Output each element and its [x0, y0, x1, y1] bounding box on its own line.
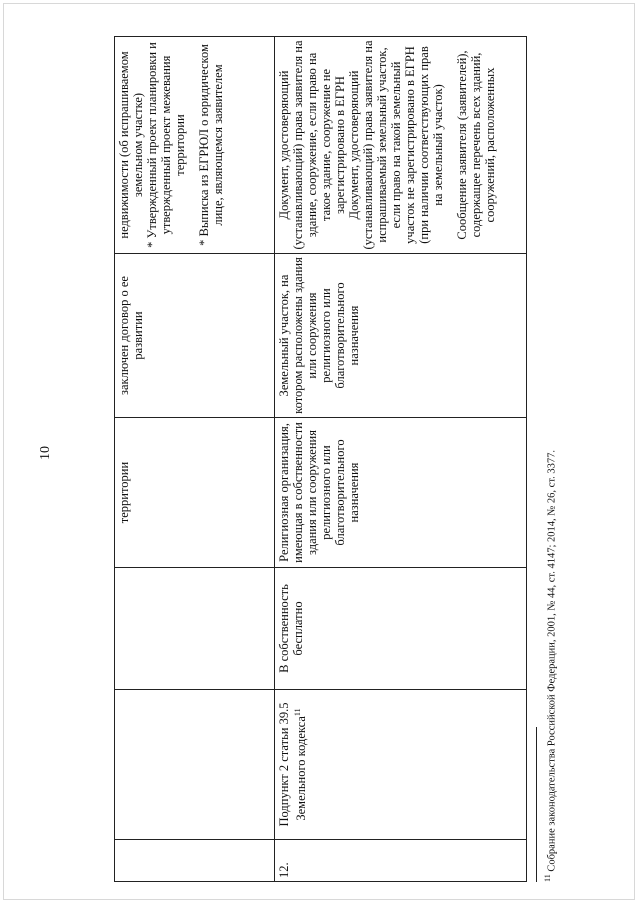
footnote-rule: [536, 727, 537, 882]
footnote: [542, 37, 559, 882]
table-row-continuation: [115, 37, 275, 882]
cell-land-plot: Земельный участок, на котором расположены здания или сооружения религиозного или благотворительного назначения: [275, 254, 527, 418]
cell-land-continued: заключен договор о ее развитии: [115, 254, 275, 418]
doc-item: Сообщение заявителя (заявителей), содержащее перечень всех зданий, сооружений, расположенных: [455, 50, 497, 240]
doc-item: Документ, удостоверяющий (устанавливающий) права заявителя на здание, сооружение, если право на такое здание, сооружение не зарегистрировано в ЕГРН: [277, 40, 347, 250]
rotated-page-content: [114, 37, 558, 882]
table-row-12: [275, 37, 527, 882]
doc-item: * Утвержденный проект планировки и утвержденный проект межевания территории: [145, 42, 187, 248]
cell-num-empty: [115, 840, 275, 882]
footnote-marker: 11: [543, 874, 552, 882]
cell-documents-continued: [115, 37, 275, 254]
land-grounds-table: [114, 36, 527, 882]
cell-basis-empty: [115, 690, 275, 840]
doc-item: недвижимости (об испрашиваемом земельном участке): [117, 51, 145, 239]
cell-row-number: 12.: [275, 840, 527, 882]
page-number: 10: [38, 446, 53, 460]
cell-right-empty: [115, 568, 275, 690]
doc-item: Документ, удостоверяющий (устанавливающий) права заявителя на испрашиваемый земельный участок, если право на такой земельный участок не зарегистрировано в ЕГРН (при наличии соответствующих прав на земельный участок): [347, 40, 445, 250]
doc-item: * Выписка из ЕГРЮЛ о юридическом лице, являющемся заявителем: [197, 44, 225, 246]
footnote-text: Собрание законодательства Российской Федерации, 2001, № 44, ст. 4147; 2014, № 26, ст. 3377.: [546, 450, 558, 872]
cell-right-type: В собственность бесплатно: [275, 568, 527, 690]
cell-documents: [275, 37, 527, 254]
cell-applicant: Религиозная организация, имеющая в собственности здания или сооружения религиозного или благотворительного назначения: [275, 418, 527, 568]
cell-legal-basis: [275, 690, 527, 840]
cell-applicant-continued: территории: [115, 418, 275, 568]
footnote-ref: 11: [293, 708, 302, 717]
legal-basis-text: Подпункт 2 статьи 39.5 Земельного кодекса: [277, 702, 309, 827]
